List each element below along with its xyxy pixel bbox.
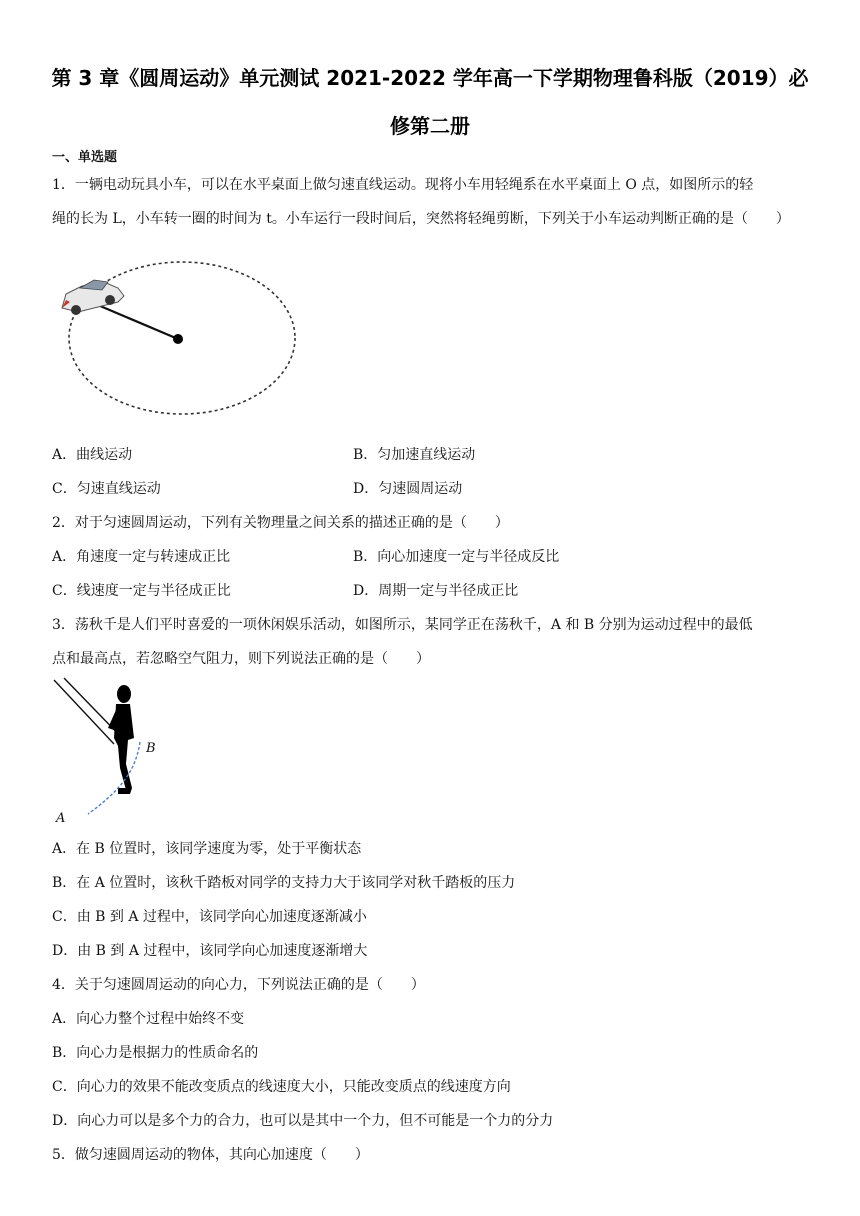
q2-option-a: A．角速度一定与转速成正比 — [52, 549, 231, 565]
center-point-o — [173, 334, 183, 344]
q4-option-a: A．向心力整个过程中始终不变 — [52, 1011, 245, 1027]
q4-option-c: C．向心力的效果不能改变质点的线速度大小，只能改变质点的线速度方向 — [52, 1079, 511, 1095]
q3-option-d: D．由 B 到 A 过程中，该同学向心加速度逐渐增大 — [52, 943, 368, 959]
q4-option-b: B．向心力是根据力的性质命名的 — [52, 1045, 259, 1061]
document-title-line2: 修第二册 — [390, 114, 470, 138]
q1-stem-line1: 1．一辆电动玩具小车，可以在水平桌面上做匀速直线运动。现将小车用轻绳系在水平桌面上 O 点，如图所示的轻 — [52, 177, 754, 193]
q3-option-c: C．由 B 到 A 过程中，该同学向心加速度逐渐减小 — [52, 909, 367, 925]
label-a: A — [56, 811, 66, 826]
swing-rope-1 — [54, 680, 114, 744]
q1-option-b: B．匀加速直线运动 — [353, 447, 476, 463]
q3-option-b: B．在 A 位置时，该秋千踏板对同学的支持力大于该同学对秋千踏板的压力 — [52, 875, 516, 891]
q4-stem: 4．关于匀速圆周运动的向心力，下列说法正确的是（ ） — [52, 977, 425, 993]
q3-stem-line1: 3．荡秋千是人们平时喜爱的一项休闲娱乐活动，如图所示，某同学正在荡秋千，A 和 B 分别为运动过程中的最低 — [52, 617, 753, 633]
q1-option-d: D．匀速圆周运动 — [353, 481, 463, 497]
q1-circular-motion-figure — [58, 258, 298, 420]
q4-option-d: D．向心力可以是多个力的合力，也可以是其中一个力，但不可能是一个力的分力 — [52, 1113, 554, 1129]
q1-option-a: A．曲线运动 — [52, 447, 133, 463]
q3-stem-line2: 点和最高点，若忽略空气阻力，则下列说法正确的是（ ） — [52, 651, 430, 667]
section-heading: 一、单选题 — [52, 150, 118, 165]
q2-option-c: C．线速度一定与半径成正比 — [52, 583, 231, 599]
q1-option-c: C．匀速直线运动 — [52, 481, 161, 497]
q1-stem-line2: 绳的长为 L，小车转一圈的时间为 t。小车运行一段时间后，突然将轻绳剪断，下列关于小车运动判断正确的是（ ） — [52, 211, 790, 227]
swing-arc — [88, 742, 140, 814]
q2-stem: 2．对于匀速圆周运动，下列有关物理量之间关系的描述正确的是（ ） — [52, 515, 509, 531]
toy-car-icon — [62, 280, 124, 315]
document-title-line1: 第 3 章《圆周运动》单元测试 2021-2022 学年高一下学期物理鲁科版（2019）必 — [51, 66, 809, 90]
q3-swing-figure — [52, 676, 172, 826]
label-b: B — [146, 741, 156, 756]
q5-stem: 5．做匀速圆周运动的物体，其向心加速度（ ） — [52, 1147, 369, 1163]
q2-option-d: D．周期一定与半径成正比 — [353, 583, 519, 599]
person-silhouette-icon — [108, 685, 134, 794]
q2-option-b: B．向心加速度一定与半径成反比 — [353, 549, 560, 565]
q3-option-a: A．在 B 位置时，该同学速度为零，处于平衡状态 — [52, 841, 362, 857]
